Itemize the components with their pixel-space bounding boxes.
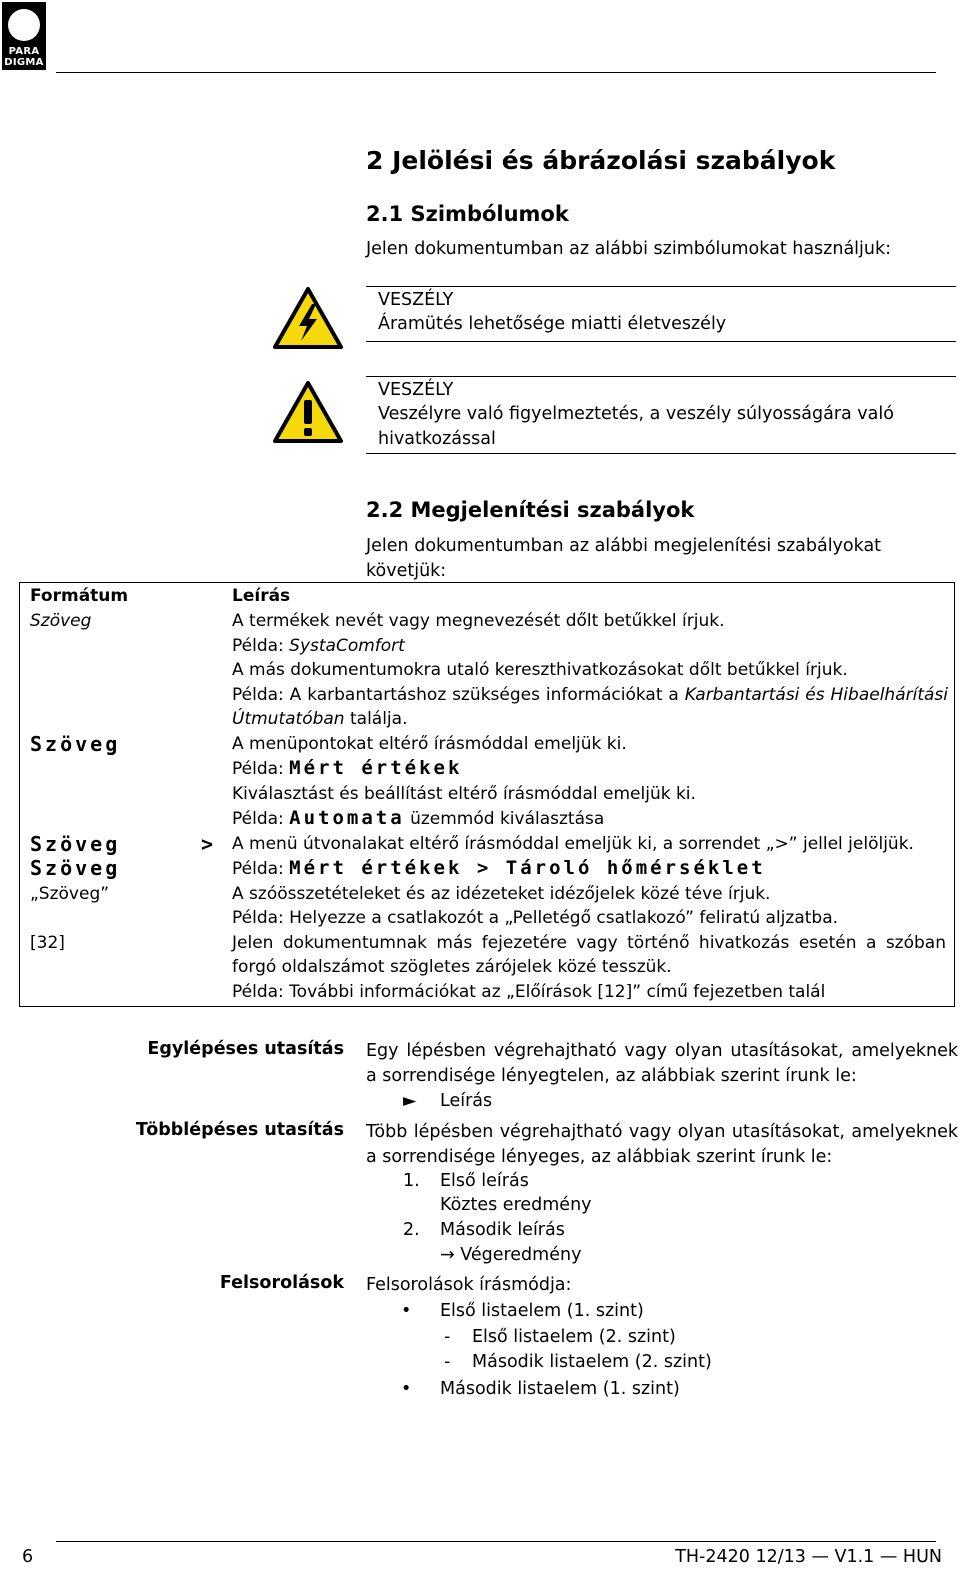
text: Példa:: [232, 859, 290, 879]
mono-text: Automata: [289, 807, 405, 829]
step-number: 2.: [403, 1220, 420, 1240]
format-line: [30, 832, 222, 857]
footer-rule: [56, 1541, 936, 1542]
text: Szöveg: [30, 831, 121, 856]
format-cell: [20, 832, 223, 882]
desc-line: [232, 806, 954, 832]
desc-line: A más dokumentumokra utaló kereszthivatkozásokat dőlt betűkkel írjuk.: [232, 660, 848, 680]
desc-line: Kiválasztást és beállítást eltérő írásmóddal emeljük ki.: [232, 783, 696, 804]
description-cell: [222, 609, 955, 732]
format-cell: „Szöveg”: [30, 883, 110, 904]
desc-line: [232, 634, 954, 659]
desc-line: A termékek nevét vagy megnevezését dőlt betűkkel írjuk.: [232, 611, 725, 631]
single-step-text: Egy lépésben végrehajtható vagy olyan utasításokat, amelyeknek a sorrendisége lényegtelen, az alábbiak szerint írunk le:: [366, 1041, 958, 1086]
multi-step-text: Több lépésben végrehajtható vagy olyan utasításokat, amelyeknek a sorrendisége lényeges, az alábbiak szerint írunk le:: [366, 1122, 958, 1167]
table-row: [20, 882, 955, 931]
logo-text-line2: DIGMA: [4, 57, 44, 68]
chapter-title: 2 Jelölési és ábrázolási szabályok: [366, 146, 836, 175]
page-number: 6: [22, 1547, 34, 1567]
header-description: Leírás: [232, 586, 291, 606]
final-result: → Végeredmény: [440, 1245, 582, 1265]
desc-line: A menüpontokat eltérő írásmóddal emeljük ki.: [232, 733, 627, 754]
step-item: Első leírás: [440, 1171, 529, 1191]
step-item: Második leírás: [440, 1220, 565, 1240]
electric-hazard-icon: [272, 286, 344, 350]
text: Példa:: [232, 809, 290, 829]
lists-label: Felsorolások: [219, 1273, 344, 1293]
mono-text: Mért értékek: [289, 757, 463, 779]
desc-line: A menü útvonalakat eltérő írásmóddal emeljük ki, a sorrendet „>” jellel jelöljük.: [232, 833, 914, 854]
italic-text: Karbantartási és Hibaelhárítási Útmutatóban: [232, 684, 948, 729]
text: Példa:: [232, 759, 290, 779]
table-row: [20, 832, 955, 882]
section-title-display: 2.2 Megjelenítési szabályok: [366, 498, 695, 522]
warning-exclamation-icon: [272, 380, 344, 444]
desc-line: Példa: Helyezze a csatlakozót a „Pelletégő csatlakozó” feliratú aljzatba.: [232, 908, 839, 928]
description-cell: [222, 931, 955, 1007]
list-item-level1: Második listaelem (1. szint): [440, 1379, 680, 1399]
text: találja.: [344, 709, 408, 729]
desc-line: [232, 856, 954, 882]
format-cell: Szöveg: [30, 611, 92, 631]
symbol-title: VESZÉLY: [378, 290, 454, 310]
single-step-label: Egylépéses utasítás: [147, 1039, 344, 1059]
list-item-level2: Második listaelem (2. szint): [472, 1352, 712, 1372]
dash-icon: -: [444, 1327, 451, 1347]
description-cell: [222, 732, 955, 832]
symbol-text: Áramütés lehetősége miatti életveszély: [378, 314, 727, 334]
lists-text: Felsorolások írásmódja:: [366, 1275, 572, 1295]
table-row: [20, 732, 955, 832]
header-rule: [56, 72, 936, 73]
table-header-row: [20, 583, 955, 610]
list-item-level2: Első listaelem (2. szint): [472, 1327, 676, 1347]
text: Példa:: [232, 635, 290, 656]
table-row: [20, 931, 955, 1007]
desc-line: Jelen dokumentumnak más fejezetére vagy történő hivatkozás esetén a szóban forgó oldalszámot szögletes zárójelek közé tesszük.: [232, 932, 946, 977]
format-cell: [32]: [30, 932, 65, 953]
step-number: 1.: [403, 1171, 420, 1191]
bullet-icon: •: [401, 1379, 412, 1399]
document-id: TH-2420 12/13 — V1.1 — HUN: [675, 1547, 942, 1567]
dash-icon: -: [444, 1352, 451, 1372]
triangle-bullet-icon: ►: [403, 1091, 417, 1111]
desc-line: A szóösszetételeket és az idézeteket idézőjelek közé téve írjuk.: [232, 883, 771, 904]
logo-circle: [8, 9, 40, 41]
section-title-symbols: 2.1 Szimbólumok: [366, 202, 569, 226]
paradigma-logo: [2, 2, 46, 70]
text: >: [200, 831, 216, 856]
table-row: [20, 609, 955, 732]
multi-step-label: Többlépéses utasítás: [135, 1120, 344, 1140]
text: üzemmód kiválasztása: [404, 809, 605, 829]
symbol-box-warning: [366, 376, 956, 454]
symbol-text: Veszélyre való figyelmeztetés, a veszély súlyosságára való hivatkozással: [378, 404, 894, 449]
text: Példa: A karbantartáshoz szükséges információkat a: [232, 684, 685, 705]
format-line: Szöveg: [30, 856, 121, 880]
symbol-title: VESZÉLY: [378, 380, 454, 400]
symbol-box-electric: [366, 286, 956, 342]
format-cell: Szöveg: [30, 731, 121, 756]
list-item-level1: Első listaelem (1. szint): [440, 1301, 644, 1321]
format-table: [19, 582, 955, 1007]
header-format: Formátum: [30, 586, 129, 606]
description-cell: [222, 832, 955, 882]
description-cell: [222, 882, 955, 931]
desc-line: [232, 756, 954, 782]
italic-text: SystaComfort: [289, 635, 405, 656]
display-intro: Jelen dokumentumban az alábbi megjelenítési szabályokat követjük:: [366, 536, 882, 581]
single-step-item: Leírás: [440, 1091, 493, 1111]
mono-text: Mért értékek > Tároló hőmérséklet: [289, 857, 766, 879]
desc-line: [232, 683, 954, 732]
intermediate-result: Köztes eredmény: [440, 1195, 592, 1215]
bullet-icon: •: [401, 1301, 412, 1321]
symbols-intro: Jelen dokumentumban az alábbi szimbólumokat használjuk:: [366, 239, 892, 259]
logo-text-line1: PARA: [8, 46, 40, 57]
desc-line: Példa: További információkat az „Előírások [12]” című fejezetben talál: [232, 981, 826, 1002]
